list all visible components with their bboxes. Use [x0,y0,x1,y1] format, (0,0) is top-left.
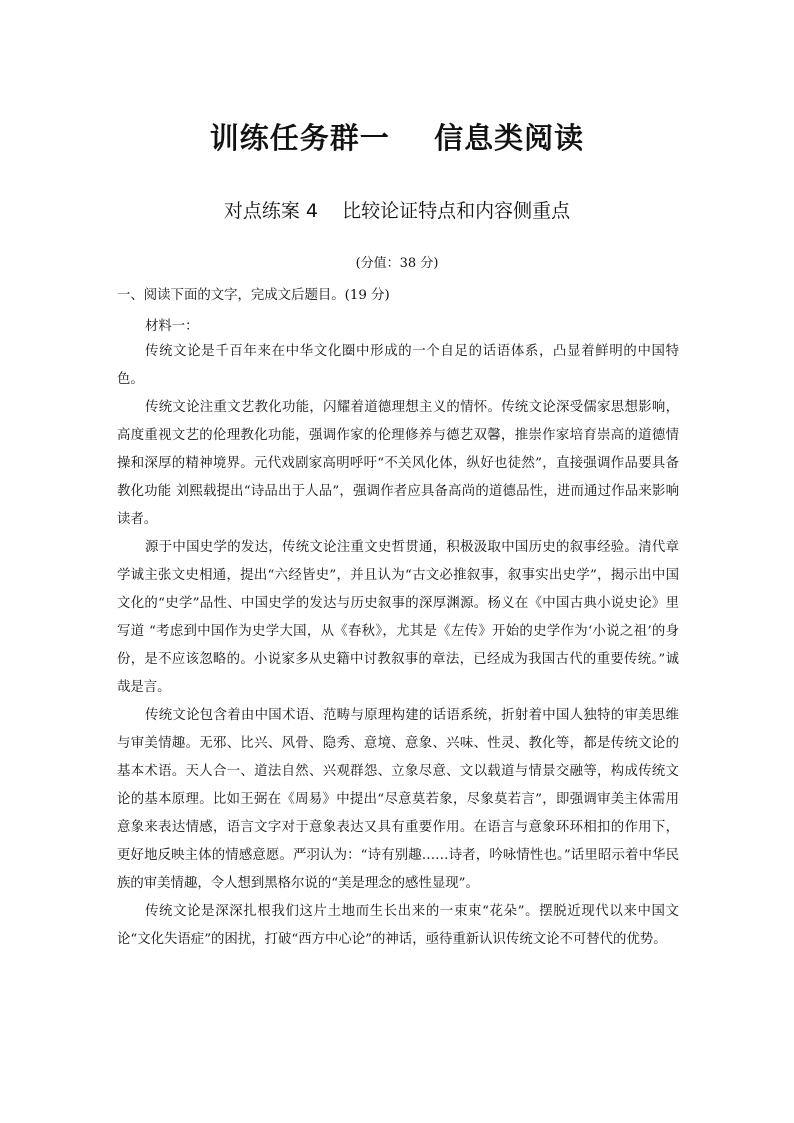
question-prompt [117,282,679,310]
paragraph: 传统文论是千百年来在中华文化圈中形成的一个自足的话语体系，凸显着鲜明的中国特色。 [117,344,679,387]
material-body [117,338,679,954]
question-text: 一、阅读下面的文字，完成文后题目。(19 分) [117,288,390,303]
paragraph: 传统文论注重文艺教化功能，闪耀着道德理想主义的情怀。传统文论深受儒家思想影响，高度重视文艺的伦理教化功能，强调作家的伦理修养与德艺双馨，推崇作家培育崇高的道德情操和深厚的精神境界。元代戏剧家高明呼吁“不关风化体，纵好也徒然”，直接强调作品要具备教化功能 刘熙载提出“诗品出于人品”，强调作者应具备高尚的道德品性，进而通过作品来影响读者。 [117,400,679,527]
page-title: 训练任务群一 信息类阅读 [209,121,585,155]
paragraph: 传统文论包含着由中国术语、范畴与原理构建的话语系统，折射着中国人独特的审美思维与审美情趣。无邪、比兴、风骨、隐秀、意境、意象、兴味、性灵、教化等，都是传统文论的基本术语。天人合一、道法自然、兴观群怨、立象尽意、文以载道与情景交融等，构成传统文论的基本原理。比如王弼在《周易》中提出“尽意莫若象，尽象莫若言”，即强调审美主体需用意象来表达情感，语言文字对于意象表达又具有重要作用。在语言与意象环环相扣的作用下，更好地反映主体的情感意愿。严羽认为：“诗有别趣……诗者，吟咏情性也。”话里昭示着中华民族的审美情趣，令人想到黑格尔说的“美是理念的感性显现”。 [117,708,679,891]
material-label: 材料一： [145,319,199,334]
paragraph: 传统文论是深深扎根我们这片土地而生长出来的一束束“花朵”。摆脱近现代以来中国文论“文化失语症”的困扰，打破“西方中心论”的神话，亟待重新认识传统文论不可替代的优势。 [117,904,679,947]
material-label-block [117,313,679,341]
score-note: (分值：38 分) [355,256,439,271]
paragraph: 源于中国史学的发达，传统文论注重文史哲贯通，积极汲取中国历史的叙事经验。清代章学诚主张文史相通，提出“六经皆史”，并且认为“古文必推叙事，叙事实出史学”，揭示出中国文化的“史学”品性、中国史学的发达与历史叙事的深厚渊源。杨义在《中国古典小说史论》里写道 “考虑到中国作为史学大国，从《春秋》，尤其是《左传》开始的史学作为‘小说之祖’的身份，是不应该忽略的。小说家多从史籍中讨教叙事的章法，已经成为我国古代的重要传统。”诚哉是言。 [117,540,679,695]
page-subtitle: 对点练案 4 比较论证特点和内容侧重点 [223,200,571,222]
